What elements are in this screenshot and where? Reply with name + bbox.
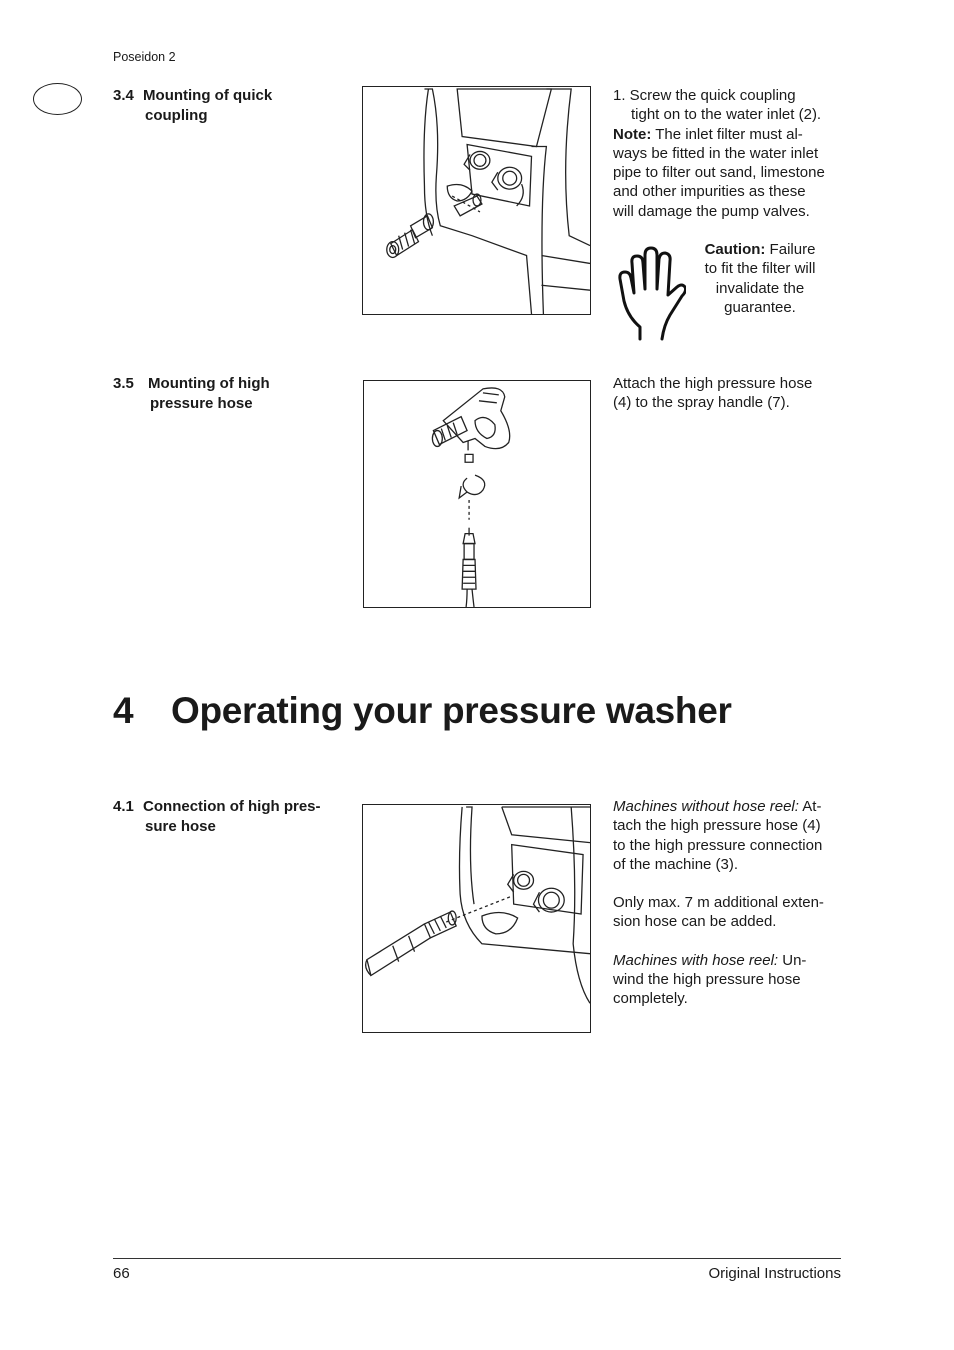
section-3-5-text — [613, 374, 845, 413]
text-line1: Attach the high pressure hose — [613, 375, 813, 392]
note-line3: pipe to filter out sand, limestone — [613, 164, 825, 182]
section-title-line2: coupling — [145, 106, 208, 124]
caution-line1 — [690, 240, 830, 259]
spray-handle-illustration — [364, 381, 590, 607]
p1-italic: Machines without hose reel: — [613, 798, 799, 815]
section-title-line1: Connection of high pres- — [143, 798, 321, 815]
text-line2: (4) to the spray handle (7). — [613, 394, 790, 412]
section-3-5-title — [113, 374, 270, 413]
quick-coupling-illustration — [363, 87, 590, 314]
chapter-title: Operating your pressure washer — [171, 690, 732, 731]
p1-line1 — [613, 797, 845, 816]
note-text1: The inlet filter must al- — [651, 125, 803, 143]
p3-text1: Un- — [778, 951, 807, 969]
p3-italic: Machines with hose reel: — [613, 951, 779, 969]
p3-line3: completely. — [613, 990, 688, 1008]
p3-line1 — [613, 951, 845, 970]
figure-high-pressure-hose — [363, 380, 591, 608]
p3-line2: wind the high pressure hose — [613, 971, 801, 989]
page-number: 66 — [113, 1265, 130, 1282]
caution-line3: invalidate the — [715, 279, 805, 297]
chapter-number: 4 — [113, 690, 134, 731]
section-3-4-text — [613, 86, 845, 221]
note-line2: ways be fitted in the water inlet — [613, 144, 819, 162]
note-label: Note: — [613, 125, 652, 143]
section-number: 4.1 — [113, 798, 134, 815]
caution-line2: to fit the filter will — [704, 260, 816, 278]
section-4-1-title — [113, 797, 321, 836]
p2-line2: sion hose can be added. — [613, 913, 777, 931]
note-line1 — [613, 125, 845, 144]
note-line5: will damage the pump valves. — [613, 202, 810, 220]
section-title-line2: sure hose — [145, 817, 216, 835]
caution-text1: Failure — [765, 241, 816, 258]
caution-line4: guarantee. — [724, 298, 796, 316]
note-line4: and other impurities as these — [613, 183, 806, 201]
footer-divider — [113, 1258, 841, 1259]
hand-stop-icon — [616, 243, 686, 343]
section-number: 3.5 — [113, 375, 134, 392]
section-4-1-text — [613, 797, 845, 1009]
p1-text1: At- — [798, 798, 822, 815]
section-title-line1: Mounting of high — [148, 375, 270, 392]
section-3-4-title — [113, 86, 272, 125]
p1-line4: of the machine (3). — [613, 855, 739, 873]
figure-quick-coupling — [362, 86, 591, 315]
section-title-line2: pressure hose — [150, 394, 253, 412]
step-1-line2: tight on to the water inlet (2). — [631, 106, 822, 124]
hose-connection-illustration — [363, 805, 590, 1032]
section-title-line1: Mounting of quick — [143, 87, 273, 104]
p1-line2: tach the high pressure hose (4) — [613, 817, 821, 835]
figure-hose-connection — [362, 804, 591, 1033]
section-number: 3.4 — [113, 87, 134, 104]
caution-label: Caution: — [704, 241, 766, 258]
language-marker-oval — [33, 83, 82, 115]
chapter-4-heading — [113, 690, 732, 732]
footer-label: Original Instructions — [708, 1265, 841, 1282]
p2-line1: Only max. 7 m additional exten- — [613, 894, 824, 912]
document-header: Poseidon 2 — [113, 50, 176, 64]
p1-line3: to the high pressure connection — [613, 836, 823, 854]
caution-text — [690, 240, 830, 317]
step-1-line1: 1. Screw the quick coupling — [613, 87, 796, 104]
